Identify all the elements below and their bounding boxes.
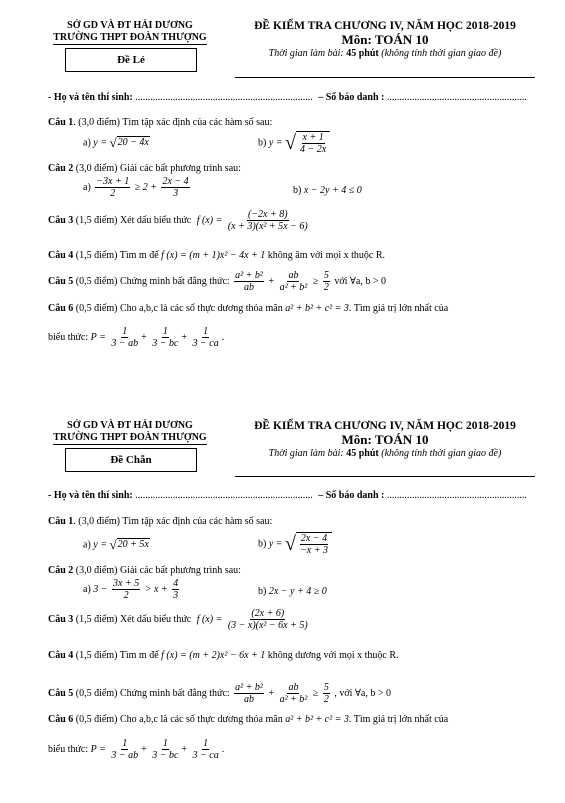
subject-title: Môn: TOÁN 10	[341, 432, 429, 447]
school-name: TRƯỜNG THPT ĐOÀN THƯỢNG	[53, 432, 207, 443]
divider	[235, 476, 535, 477]
question-6-expression: biểu thức: P = $\frac{1}{3 - ab}$ + $\frac{1}{3 - bc}$ + $\frac{1}{3 - ca}$ .	[48, 326, 225, 349]
time-info: Thời gian làm bài: 45 phút (không tính thời gian giao đề)	[268, 448, 502, 459]
question-1a: a) y = √ 20 − 4x	[83, 135, 149, 150]
header-left	[40, 420, 220, 445]
id-label: – Số báo danh :	[318, 490, 385, 501]
question-1: Câu 1. (3,0 điểm) Tìm tập xác định của các hàm số sau:	[48, 117, 273, 128]
question-3: Câu 3 (1,5 điểm) Xét dấu biểu thức f (x) = $\frac{(2x + 6)}{\text{(3 − x)(x² − 6x + 5)}}$	[48, 608, 308, 631]
name-label: - Họ và tên thí sinh:	[48, 92, 133, 103]
name-blank[interactable]: .......................................................................	[135, 92, 313, 103]
variant-box: Đề Lẻ	[65, 48, 197, 72]
id-blank[interactable]: ........................................................	[386, 92, 527, 103]
question-2a: a) 3 − $\frac{3x + 5}{2}$ > x + $\frac{4}{3}$	[83, 578, 179, 601]
question-5: Câu 5 (0,5 điểm) Chứng minh bất đẳng thức: $\frac{\text{a² + b²}}{ab}$ + $\frac{ab}{\text{a² + b²}}$ ≥ $\frac{5}{2}$ , với ∀a, b > 0	[48, 682, 391, 705]
question-6: Câu 6 (0,5 điểm) Cho a,b,c là các số thực dương thỏa mãn a² + b² + c² = 3. Tìm giá trị lớn nhất của	[48, 714, 449, 725]
question-1b: b) y = √ $\frac{x + 1}{4 - 2x}$	[258, 131, 330, 155]
question-2b: b) x − 2y + 4 ≤ 0	[293, 185, 362, 196]
name-label: - Họ và tên thí sinh:	[48, 490, 133, 501]
name-blank[interactable]: .......................................................................	[135, 490, 313, 501]
question-1: Câu 1. (3,0 điểm) Tìm tập xác định của các hàm số sau:	[48, 516, 273, 527]
question-4: Câu 4 (1,5 điểm) Tìm m để f (x) = (m + 1)x² − 4x + 1 không âm với mọi x thuộc R.	[48, 250, 386, 261]
question-6: Câu 6 (0,5 điểm) Cho a,b,c là các số thực dương thỏa mãn a² + b² + c² = 3. Tìm giá trị lớn nhất của	[48, 303, 449, 314]
question-2a: a) $\frac{-3x + 1}{2}$ ≥ 2 + $\frac{2x - 4}{3}$	[83, 176, 189, 199]
time-info: Thời gian làm bài: 45 phút (không tính thời gian giao đề)	[268, 48, 502, 59]
department-name: SỞ GD VÀ ĐT HẢI DƯƠNG	[67, 20, 193, 31]
variant-box: Đề Chẵn	[65, 448, 197, 472]
question-2: Câu 2 (3,0 điểm) Giải các bất phương trình sau:	[48, 163, 241, 174]
header-right	[235, 20, 535, 59]
student-info-line	[48, 92, 527, 103]
question-4: Câu 4 (1,5 điểm) Tìm m để f (x) = (m + 2)x² − 6x + 1 không dương với mọi x thuộc R.	[48, 650, 399, 661]
id-label: – Số báo danh :	[318, 92, 385, 103]
exam-title: ĐỀ KIỂM TRA CHƯƠNG IV, NĂM HỌC 2018-2019	[254, 20, 516, 32]
question-1a: a) y = √ 20 + 5x	[83, 537, 149, 552]
question-2b: b) 2x − y + 4 ≥ 0	[258, 586, 327, 597]
header-left	[40, 20, 220, 45]
question-1b: b) y = √ $\frac{2x - 4}{-x + 3}$	[258, 532, 332, 556]
question-2: Câu 2 (3,0 điểm) Giải các bất phương trình sau:	[48, 565, 241, 576]
department-name: SỞ GD VÀ ĐT HẢI DƯƠNG	[67, 420, 193, 431]
header-right	[235, 420, 535, 459]
id-blank[interactable]: ........................................................	[386, 490, 527, 501]
divider	[235, 77, 535, 78]
student-info-line	[48, 490, 527, 501]
exam-title: ĐỀ KIỂM TRA CHƯƠNG IV, NĂM HỌC 2018-2019	[254, 420, 516, 432]
subject-title: Môn: TOÁN 10	[341, 32, 429, 47]
school-name: TRƯỜNG THPT ĐOÀN THƯỢNG	[53, 32, 207, 43]
question-3: Câu 3 (1,5 điểm) Xét dấu biểu thức f (x) = $\frac{(-2x + 8)}{\text{(x + 3)(x² + 5x − 6)}}$	[48, 209, 308, 232]
question-5: Câu 5 (0,5 điểm) Chứng minh bất đẳng thức: $\frac{\text{a² + b²}}{ab}$ + $\frac{ab}{\text{a² + b²}}$ ≥ $\frac{5}{2}$ với ∀a, b > 0	[48, 270, 386, 293]
question-6-expression: biểu thức: P = $\frac{1}{3 - ab}$ + $\frac{1}{3 - bc}$ + $\frac{1}{3 - ca}$ .	[48, 738, 225, 761]
